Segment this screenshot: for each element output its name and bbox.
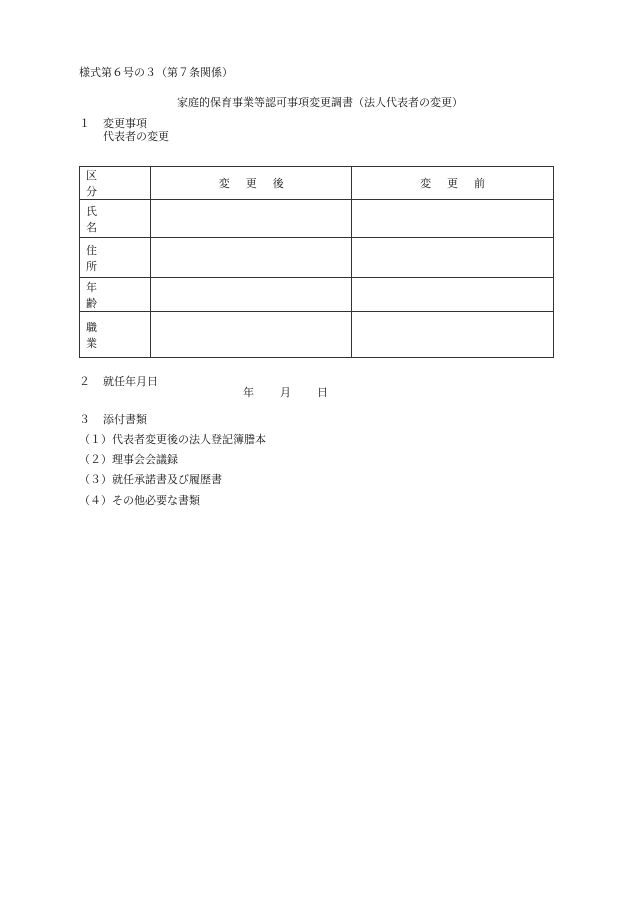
table-header-row — [80, 167, 554, 200]
header-after: 変更後 — [151, 167, 352, 200]
date-year: 年 — [243, 386, 254, 399]
attachment-item: （１）代表者変更後の法人登記簿謄本 — [79, 433, 266, 446]
header-category: 区分 — [80, 167, 151, 200]
document-title: 家庭的保育事業等認可事項変更調書（法人代表者の変更） — [177, 96, 463, 109]
change-table — [79, 166, 554, 358]
section2-number: ２ — [79, 375, 90, 388]
date-month: 月 — [280, 386, 291, 399]
row-label-age: 年齢 — [80, 278, 151, 312]
cell-name-before — [352, 200, 554, 238]
section1-number: １ — [79, 117, 90, 130]
header-before: 変更前 — [352, 167, 554, 200]
section1-title: 変更事項 — [103, 117, 147, 130]
cell-age-before — [352, 278, 554, 312]
section1-subtitle: 代表者の変更 — [103, 130, 169, 143]
section2-title: 就任年月日 — [103, 375, 158, 388]
row-label-address: 住所 — [80, 238, 151, 278]
date-day: 日 — [317, 386, 328, 399]
row-label-occupation: 職業 — [80, 312, 151, 358]
row-label-name: 氏名 — [80, 200, 151, 238]
cell-address-after — [151, 238, 352, 278]
cell-occupation-before — [352, 312, 554, 358]
cell-address-before — [352, 238, 554, 278]
appointment-date — [243, 386, 328, 400]
section3-number: ３ — [79, 413, 90, 426]
table-row-name — [80, 200, 554, 238]
attachment-item: （３）就任承諾書及び履歴書 — [79, 473, 222, 486]
cell-occupation-after — [151, 312, 352, 358]
cell-name-after — [151, 200, 352, 238]
table-row-occupation — [80, 312, 554, 358]
section3-title: 添付書類 — [103, 413, 147, 426]
attachment-item: （２）理事会会議録 — [79, 453, 178, 466]
attachment-item: （４）その他必要な書類 — [79, 494, 200, 507]
table-row-age — [80, 278, 554, 312]
table-row-address — [80, 238, 554, 278]
cell-age-after — [151, 278, 352, 312]
form-number: 様式第６号の３（第７条関係） — [79, 66, 233, 79]
